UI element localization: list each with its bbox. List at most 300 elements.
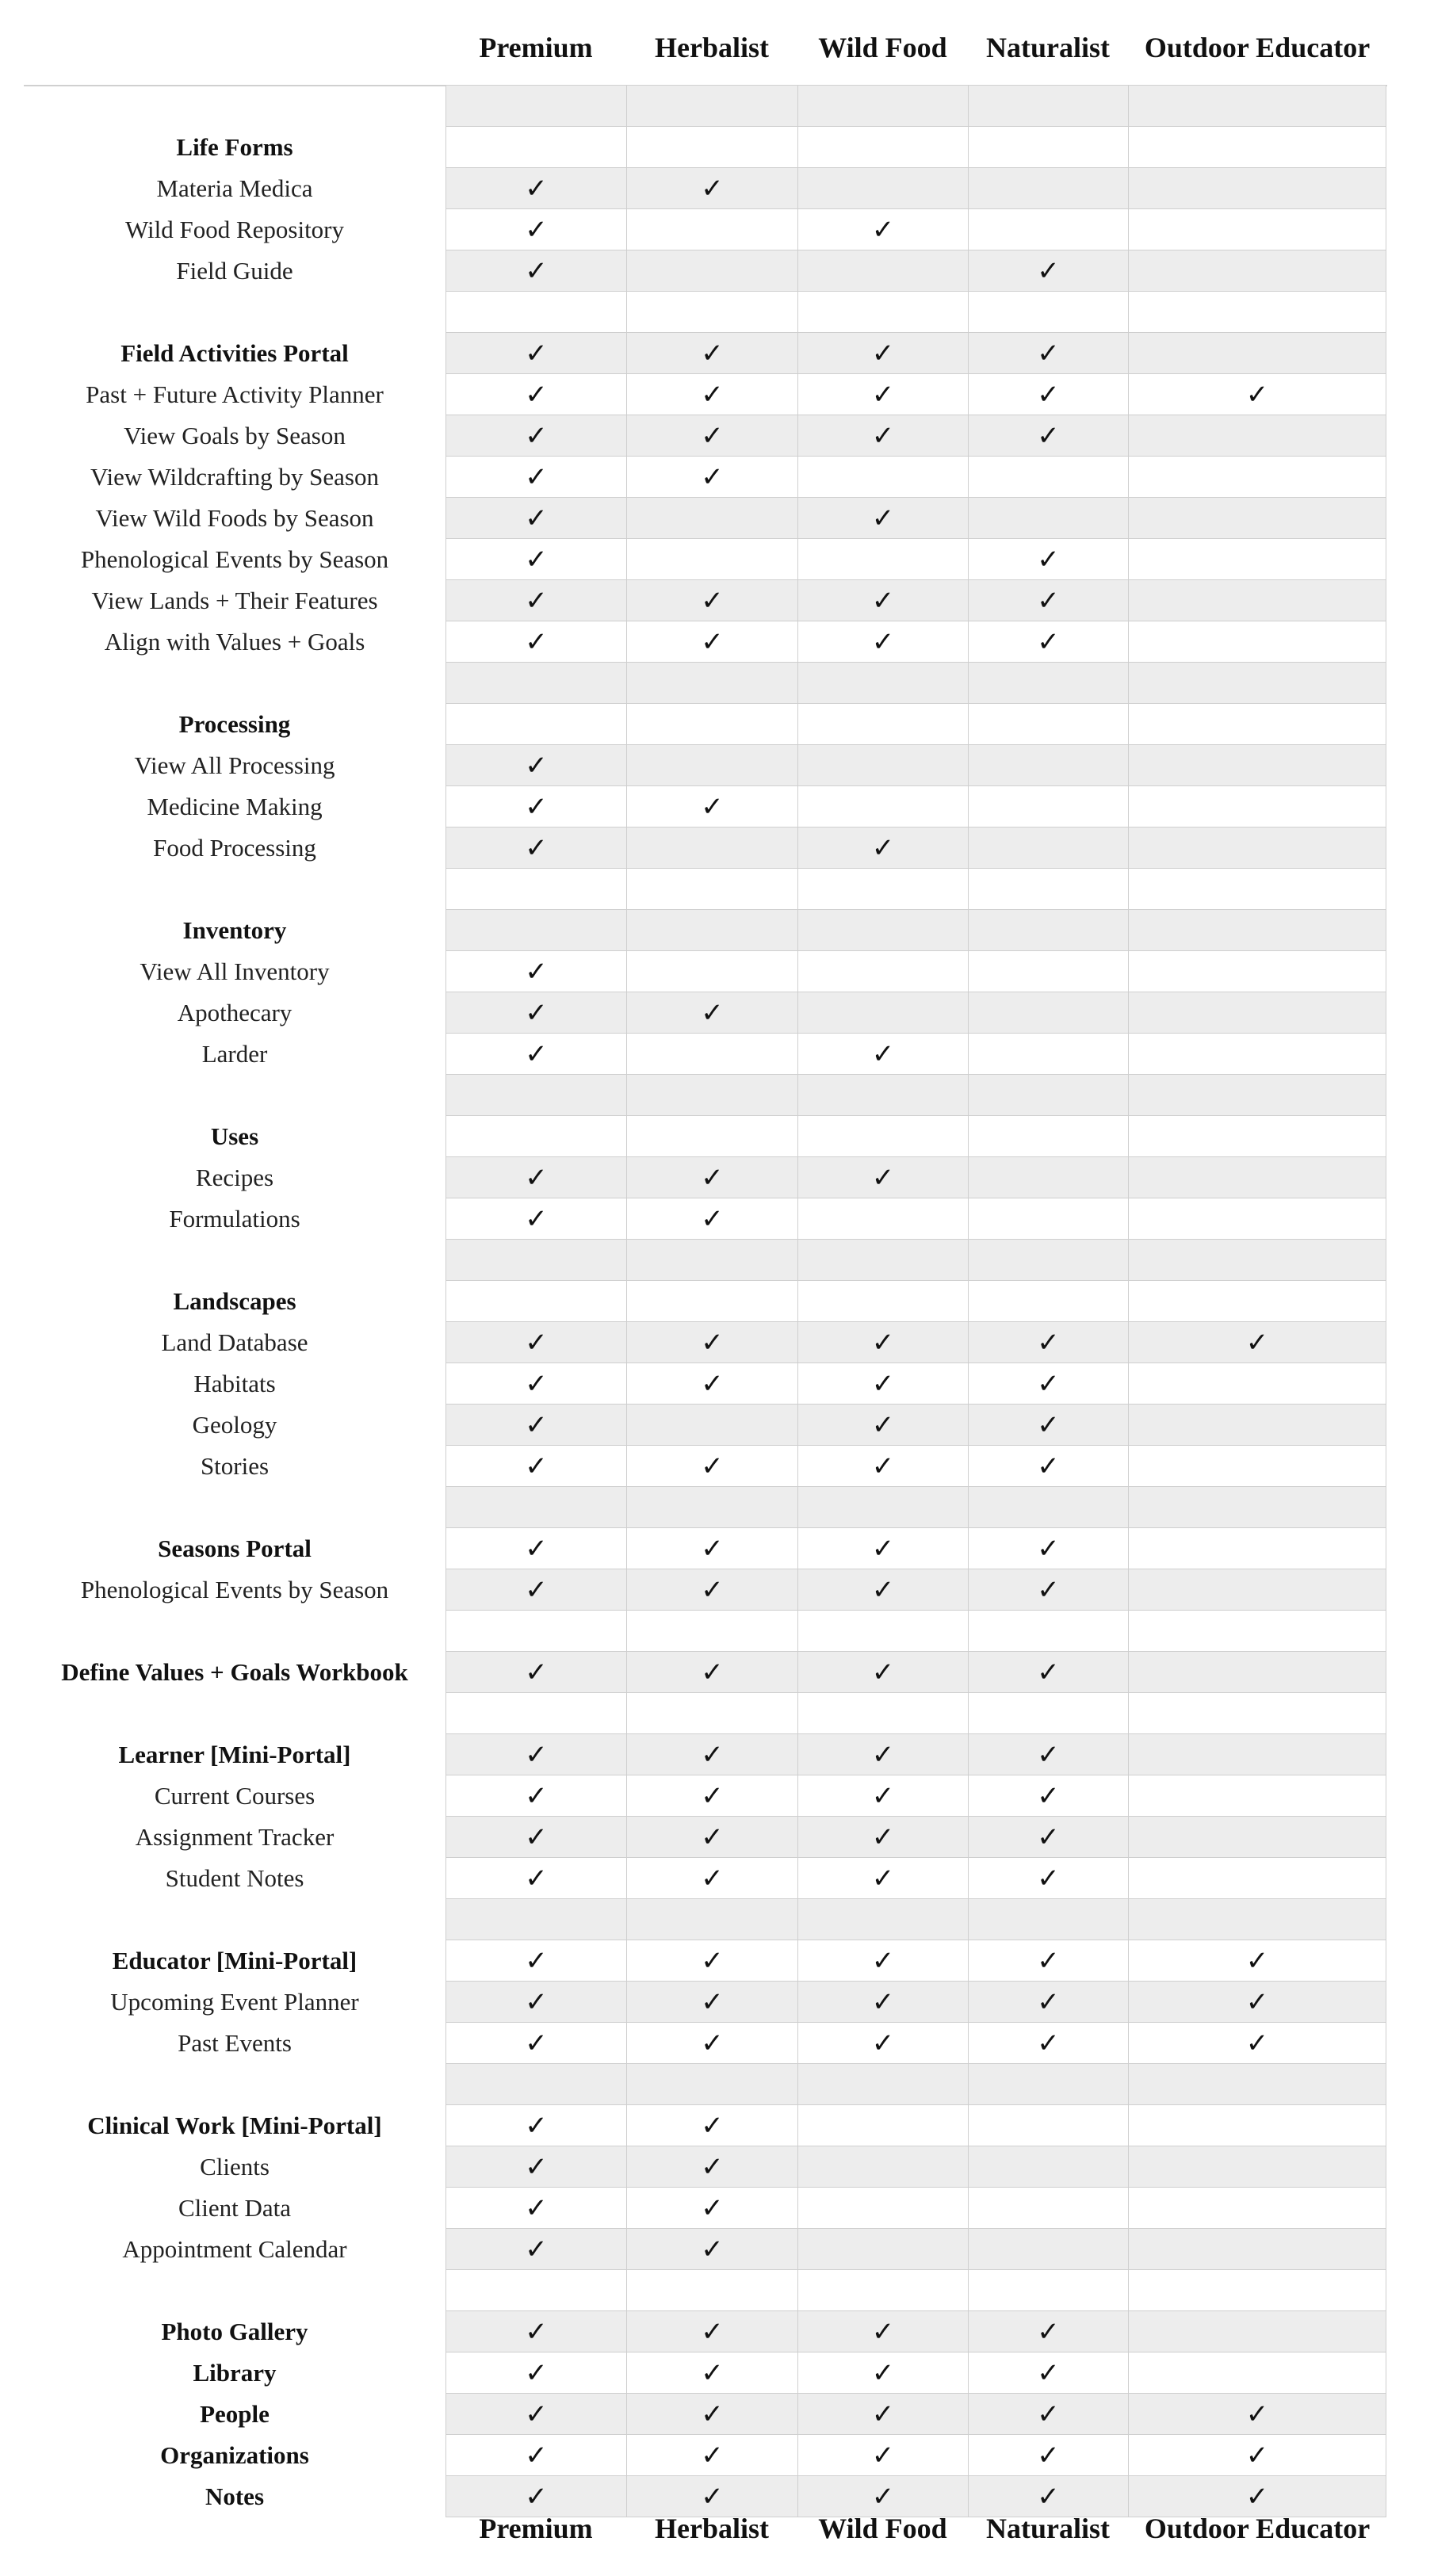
tier-cell [626,1322,797,1363]
tier-cell [626,663,797,703]
check-icon: ✓ [701,1781,724,1811]
table-row [0,2146,1453,2188]
tier-cell [797,2352,968,2393]
tier-cell [445,1982,626,2022]
tier-cell [445,992,626,1033]
check-icon: ✓ [525,1781,548,1811]
row-cells [445,1157,1386,1198]
check-icon: ✓ [871,503,895,533]
table-row [0,498,1453,539]
check-icon: ✓ [871,1575,895,1605]
check-icon: ✓ [1037,2317,1060,2347]
tier-cell [445,663,626,703]
table-row [0,1240,1453,1281]
check-icon: ✓ [525,215,548,245]
check-icon: ✓ [525,2399,548,2429]
tier-cell [445,209,626,250]
table-row [0,951,1453,992]
feature-label: Upcoming Event Planner [110,1988,359,2016]
tier-cell [626,580,797,621]
row-cells [445,1405,1386,1446]
tier-cell [968,127,1128,167]
table-row [0,127,1453,168]
tier-cell [626,498,797,538]
row-cells [445,1446,1386,1487]
tier-cell [445,168,626,208]
tier-cell [797,2394,968,2434]
feature-label: Current Courses [154,1782,315,1810]
check-icon: ✓ [525,1163,548,1193]
tier-cell [1128,2352,1386,2393]
tier-cell [1128,209,1386,250]
row-cells [445,1982,1386,2023]
tier-cell [445,457,626,497]
tier-cell [445,127,626,167]
table-row [0,827,1453,869]
table-row [0,1899,1453,1940]
check-icon: ✓ [871,1946,895,1976]
feature-label: Client Data [178,2194,292,2222]
tier-cell [1128,539,1386,579]
tier-cell [626,1611,797,1651]
tier-cell [1128,2105,1386,2146]
tier-cell [968,704,1128,744]
tier-cell [968,1157,1128,1198]
check-icon: ✓ [1037,2482,1060,2512]
feature-label: Geology [192,1411,277,1439]
tier-cell [797,127,968,167]
feature-label: Food Processing [153,834,316,862]
check-icon: ✓ [701,1328,724,1358]
tier-cell [968,663,1128,703]
row-cells [445,1116,1386,1157]
check-icon: ✓ [1037,2440,1060,2471]
check-icon: ✓ [701,1987,724,2017]
row-cells [445,415,1386,457]
tier-cell [968,1899,1128,1940]
check-icon: ✓ [1037,256,1060,286]
row-cells [445,1652,1386,1693]
row-cells [445,2146,1386,2188]
check-icon: ✓ [871,1163,895,1193]
tier-cell [626,1858,797,1898]
tier-cell [1128,1693,1386,1733]
table-row [0,992,1453,1034]
feature-label: Materia Medica [156,174,313,202]
tier-cell [1128,1569,1386,1610]
check-icon: ✓ [525,792,548,822]
tier-cell [1128,457,1386,497]
tier-cell [797,1693,968,1733]
feature-label: Past + Future Activity Planner [86,380,384,408]
table-row [0,374,1453,415]
check-icon: ✓ [525,545,548,575]
row-cells [445,1611,1386,1652]
tier-cell [626,786,797,827]
check-icon: ✓ [701,1204,724,1234]
tier-cell [797,1569,968,1610]
tier-cell [1128,2023,1386,2063]
tier-cell [797,1281,968,1321]
table-row [0,457,1453,498]
tier-cell [626,2311,797,2352]
table-row [0,910,1453,951]
check-icon: ✓ [701,1946,724,1976]
tier-cell [626,951,797,992]
tier-cell [797,292,968,332]
tier-cell [445,1405,626,1445]
tier-cell [445,1817,626,1857]
table-row [0,1982,1453,2023]
check-icon: ✓ [701,2111,724,2141]
feature-label: Student Notes [165,1864,304,1892]
tier-cell [797,2229,968,2269]
check-icon: ✓ [871,1410,895,1440]
tier-cell [797,1611,968,1651]
check-icon: ✓ [525,256,548,286]
tier-cell [968,1569,1128,1610]
check-icon: ✓ [525,2028,548,2058]
tier-cell [445,1569,626,1610]
tier-cell [1128,1322,1386,1363]
section-heading: Educator [Mini-Portal] [112,1947,358,1974]
tier-cell [968,2105,1128,2146]
tier-cell [797,910,968,950]
footer-herbalist: Herbalist [655,2513,769,2544]
tier-cell [1128,2394,1386,2434]
tier-cell [445,1693,626,1733]
tier-cell [1128,704,1386,744]
feature-label: View All Processing [134,751,335,779]
tier-cell [1128,1652,1386,1692]
check-icon: ✓ [1037,586,1060,616]
feature-label: Phenological Events by Season [80,545,389,573]
tier-cell [1128,168,1386,208]
table-row [0,86,1453,127]
table-row [0,1198,1453,1240]
row-cells [445,1775,1386,1817]
header-premium: Premium [479,32,593,63]
tier-cell [626,1116,797,1156]
check-icon: ✓ [701,1740,724,1770]
tier-cell [1128,2311,1386,2352]
tier-cell [968,1528,1128,1569]
tier-cell [797,663,968,703]
check-icon: ✓ [525,1204,548,1234]
check-icon: ✓ [701,627,724,657]
check-icon: ✓ [525,2440,548,2471]
check-icon: ✓ [1037,1328,1060,1358]
check-icon: ✓ [701,1822,724,1852]
check-icon: ✓ [701,2399,724,2429]
tier-cell [626,704,797,744]
table-row [0,745,1453,786]
section-heading: Inventory [182,916,287,944]
check-icon: ✓ [871,586,895,616]
tier-cell [1128,1034,1386,1074]
check-icon: ✓ [1037,1946,1060,1976]
tier-cell [797,1034,968,1074]
check-icon: ✓ [1245,2482,1269,2512]
feature-label [0,2064,469,2105]
row-cells [445,1487,1386,1528]
check-icon: ✓ [525,338,548,369]
table-row [0,580,1453,621]
tier-cell [968,786,1128,827]
check-icon: ✓ [525,2358,548,2388]
tier-cell [1128,2435,1386,2475]
tier-cell [445,2435,626,2475]
tier-cell [445,2311,626,2352]
table-row [0,1858,1453,1899]
tier-cell [626,910,797,950]
table-row [0,2352,1453,2394]
tier-cell [1128,869,1386,909]
tier-cell [968,1240,1128,1280]
tier-cell [626,2394,797,2434]
header-row-top [0,0,1453,95]
tier-cell [626,2435,797,2475]
tier-cell [797,2435,968,2475]
tier-cell [445,2064,626,2104]
tier-cell [797,498,968,538]
table-row [0,333,1453,374]
tier-cell [445,1075,626,1115]
tier-cell [797,786,968,827]
check-icon: ✓ [1245,380,1269,410]
tier-cell [445,951,626,992]
tier-cell [445,910,626,950]
check-icon: ✓ [1037,1369,1060,1399]
tier-cell [1128,663,1386,703]
tier-cell [1128,1240,1386,1280]
section-heading: Uses [210,1122,259,1150]
row-cells [445,827,1386,869]
tier-cell [445,1940,626,1981]
tier-cell [445,2105,626,2146]
tier-cell [626,1198,797,1239]
tier-cell [626,1899,797,1940]
feature-label: Align with Values + Goals [104,628,365,655]
table-row [0,1363,1453,1405]
row-cells [445,2270,1386,2311]
tier-cell [797,333,968,373]
check-icon: ✓ [525,2317,548,2347]
row-cells [445,1198,1386,1240]
tier-cell [968,1734,1128,1775]
table-row [0,1281,1453,1322]
check-icon: ✓ [1245,1987,1269,2017]
check-icon: ✓ [525,1410,548,1440]
tier-cell [445,374,626,415]
check-icon: ✓ [1037,338,1060,369]
row-cells [445,663,1386,704]
check-icon: ✓ [525,1987,548,2017]
check-icon: ✓ [871,2440,895,2471]
check-icon: ✓ [701,1863,724,1894]
tier-cell [1128,374,1386,415]
tier-cell [1128,1858,1386,1898]
check-icon: ✓ [1245,2028,1269,2058]
row-cells [445,869,1386,910]
tier-cell [1128,1446,1386,1486]
row-cells [445,992,1386,1034]
tier-cell [445,415,626,456]
check-icon: ✓ [525,1328,548,1358]
tier-cell [1128,498,1386,538]
tier-cell [626,1405,797,1445]
tier-cell [1128,86,1386,126]
check-icon: ✓ [701,2193,724,2223]
table-row [0,1116,1453,1157]
check-icon: ✓ [1037,1740,1060,1770]
check-icon: ✓ [1037,1822,1060,1852]
check-icon: ✓ [1037,1451,1060,1481]
row-cells [445,2229,1386,2270]
row-cells [445,127,1386,168]
row-cells [445,457,1386,498]
tier-cell [445,827,626,868]
tier-cell [626,2064,797,2104]
row-cells [445,745,1386,786]
tier-cell [1128,2188,1386,2228]
tier-cell [968,992,1128,1033]
row-cells [445,250,1386,292]
feature-label [0,86,469,127]
table-row [0,2229,1453,2270]
tier-cell [1128,1075,1386,1115]
tier-cell [445,786,626,827]
table-row [0,1157,1453,1198]
tier-cell [797,2105,968,2146]
row-cells [445,209,1386,250]
tier-cell [626,2105,797,2146]
tier-cell [797,869,968,909]
tier-cell [1128,1899,1386,1940]
feature-label [0,1240,469,1281]
check-icon: ✓ [701,2317,724,2347]
row-cells [445,2105,1386,2146]
tier-cell [626,86,797,126]
check-icon: ✓ [701,1451,724,1481]
header-wild-food: Wild Food [818,32,947,63]
tier-cell [968,457,1128,497]
row-cells [445,498,1386,539]
check-icon: ✓ [701,2358,724,2388]
tier-cell [1128,1611,1386,1651]
check-icon: ✓ [525,751,548,781]
tier-cell [445,1034,626,1074]
check-icon: ✓ [1037,1987,1060,2017]
tier-cell [968,415,1128,456]
check-icon: ✓ [871,2317,895,2347]
tier-cell [1128,2229,1386,2269]
section-heading: Landscapes [173,1287,296,1315]
table-row [0,209,1453,250]
tier-cell [968,580,1128,621]
tier-cell [626,1240,797,1280]
tier-cell [626,1569,797,1610]
check-icon: ✓ [1037,2358,1060,2388]
check-icon: ✓ [1037,2399,1060,2429]
check-icon: ✓ [701,421,724,451]
section-heading: Library [193,2359,277,2387]
tier-cell [968,1817,1128,1857]
tier-cell [797,1775,968,1816]
tier-cell [445,2270,626,2310]
tier-cell [968,2229,1128,2269]
tier-cell [968,1075,1128,1115]
check-icon: ✓ [701,792,724,822]
check-icon: ✓ [1037,545,1060,575]
tier-cell [626,1446,797,1486]
check-icon: ✓ [525,462,548,492]
tier-cell [797,1858,968,1898]
tier-cell [797,415,968,456]
tier-cell [1128,250,1386,291]
tier-cell [797,1116,968,1156]
feature-label: Formulations [169,1205,300,1233]
row-cells [445,2064,1386,2105]
check-icon: ✓ [701,462,724,492]
tier-cell [626,1817,797,1857]
table-row [0,869,1453,910]
tier-cell [968,1446,1128,1486]
feature-label: Larder [201,1040,268,1068]
feature-label: Appointment Calendar [122,2235,347,2263]
table-row [0,1528,1453,1569]
tier-cell [445,1734,626,1775]
section-heading: Clinical Work [Mini-Portal] [87,2112,382,2139]
check-icon: ✓ [871,2482,895,2512]
tier-cell [626,2023,797,2063]
tier-cell [445,1157,626,1198]
table-row [0,704,1453,745]
tier-cell [626,2229,797,2269]
check-icon: ✓ [525,1863,548,1894]
check-icon: ✓ [871,338,895,369]
tier-cell [445,1322,626,1363]
tier-cell [1128,1363,1386,1404]
tier-cell [1128,786,1386,827]
feature-label [0,1075,469,1116]
check-icon: ✓ [525,1740,548,1770]
section-heading: Life Forms [176,133,293,161]
tier-cell [1128,2146,1386,2187]
check-icon: ✓ [525,1039,548,1069]
tier-cell [1128,1116,1386,1156]
tier-cell [445,250,626,291]
tier-cell [797,1363,968,1404]
tier-cell [1128,992,1386,1033]
check-icon: ✓ [525,1946,548,1976]
tier-cell [968,2188,1128,2228]
tier-cell [626,168,797,208]
tier-cell [445,704,626,744]
tier-cell [1128,1982,1386,2022]
table-row [0,1775,1453,1817]
table-row [0,1487,1453,1528]
row-cells [445,621,1386,663]
row-cells [445,1528,1386,1569]
table-row [0,786,1453,827]
tier-cell [968,621,1128,662]
feature-label [0,292,469,333]
tier-cell [1128,1405,1386,1445]
check-icon: ✓ [871,2358,895,2388]
check-icon: ✓ [701,338,724,369]
check-icon: ✓ [871,1328,895,1358]
